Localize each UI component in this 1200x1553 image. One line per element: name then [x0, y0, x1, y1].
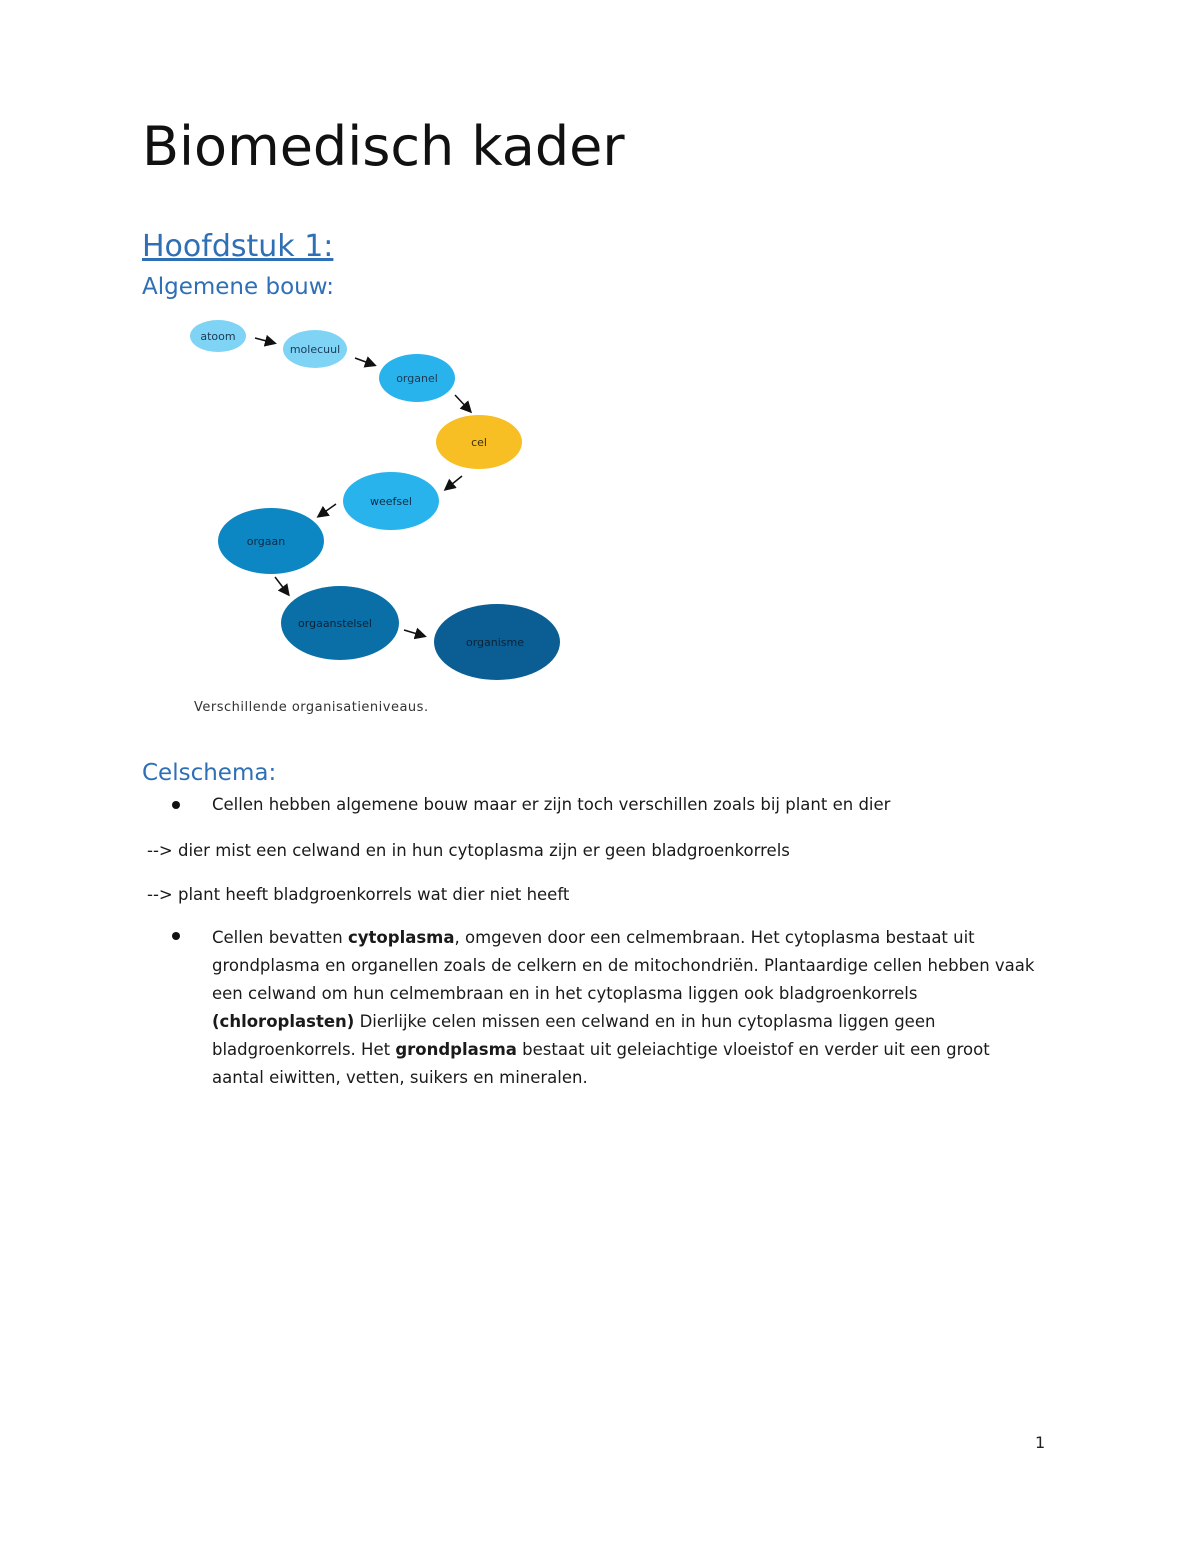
bold-term-grondplasma: grondplasma — [395, 1040, 517, 1059]
bullet-item-2 — [212, 924, 1042, 1092]
node-molecuul — [283, 330, 347, 368]
bullet-dot — [172, 932, 180, 940]
arrow-cel-weefsel — [446, 476, 462, 489]
node-atoom — [190, 320, 246, 352]
node-label: molecuul — [289, 343, 341, 356]
node-label: organisme — [465, 636, 525, 649]
document-title: Biomedisch kader — [142, 115, 625, 178]
arrow-orgaan-orgaanstelsel — [275, 577, 288, 594]
node-organisme — [434, 604, 560, 680]
node-orgaan — [218, 508, 324, 574]
arrow-line-2: --> plant heeft bladgroenkorrels wat dier niet heeft — [147, 885, 570, 904]
arrow-atoom-molecuul — [255, 338, 274, 343]
diagram-caption: Verschillende organisatieniveaus. — [194, 700, 429, 715]
page-number: 1 — [1035, 1433, 1046, 1452]
node-label: weefsel — [370, 495, 412, 508]
text-run: , omgeven door een celmembraan. Het cytoplasma bestaat uit grondplasma en organellen zoals de celkern en de mitochondriën. Plantaardige cellen hebben vaak een celwand om hun celmembraan en in het cytoplasma liggen ook bladgroenkorrels — [212, 928, 1035, 1003]
node-orgaanstelsel — [281, 586, 399, 660]
node-label: atoom — [200, 330, 236, 343]
node-label: orgaanstelsel — [298, 617, 372, 630]
bold-term-cytoplasma: cytoplasma — [348, 928, 455, 947]
section-heading-celschema: Celschema: — [142, 760, 277, 786]
node-cel — [436, 415, 522, 469]
node-label: cel — [471, 436, 487, 449]
text-run: Dierlijke celen missen een celwand en in hun cytoplasma liggen geen bladgroenkorrels. Het — [212, 1012, 936, 1059]
text-run: bestaat uit geleiachtige vloeistof en verder uit een groot aantal eiwitten, vetten, suikers en mineralen. — [212, 1040, 990, 1087]
section-heading-algemene-bouw: Algemene bouw: — [142, 274, 335, 300]
node-weefsel — [343, 472, 439, 530]
arrow-weefsel-orgaan — [319, 504, 336, 516]
arrow-molecuul-organel — [355, 358, 374, 365]
arrow-organel-cel — [455, 395, 470, 411]
node-organel — [379, 354, 455, 402]
organization-levels-diagram — [180, 315, 580, 695]
arrow-line-1: --> dier mist een celwand en in hun cytoplasma zijn er geen bladgroenkorrels — [147, 841, 790, 860]
bullet-item-1: Cellen hebben algemene bouw maar er zijn toch verschillen zoals bij plant en dier — [212, 795, 891, 814]
bold-term-chloroplasten: (chloroplasten) — [212, 1012, 355, 1031]
text-run: Cellen bevatten — [212, 928, 348, 947]
chapter-heading: Hoofdstuk 1: — [142, 229, 334, 264]
bullet-dot — [172, 801, 180, 809]
node-label: orgaan — [246, 535, 286, 548]
node-label: organel — [396, 372, 438, 385]
arrow-orgaanstelsel-organisme — [404, 630, 424, 636]
